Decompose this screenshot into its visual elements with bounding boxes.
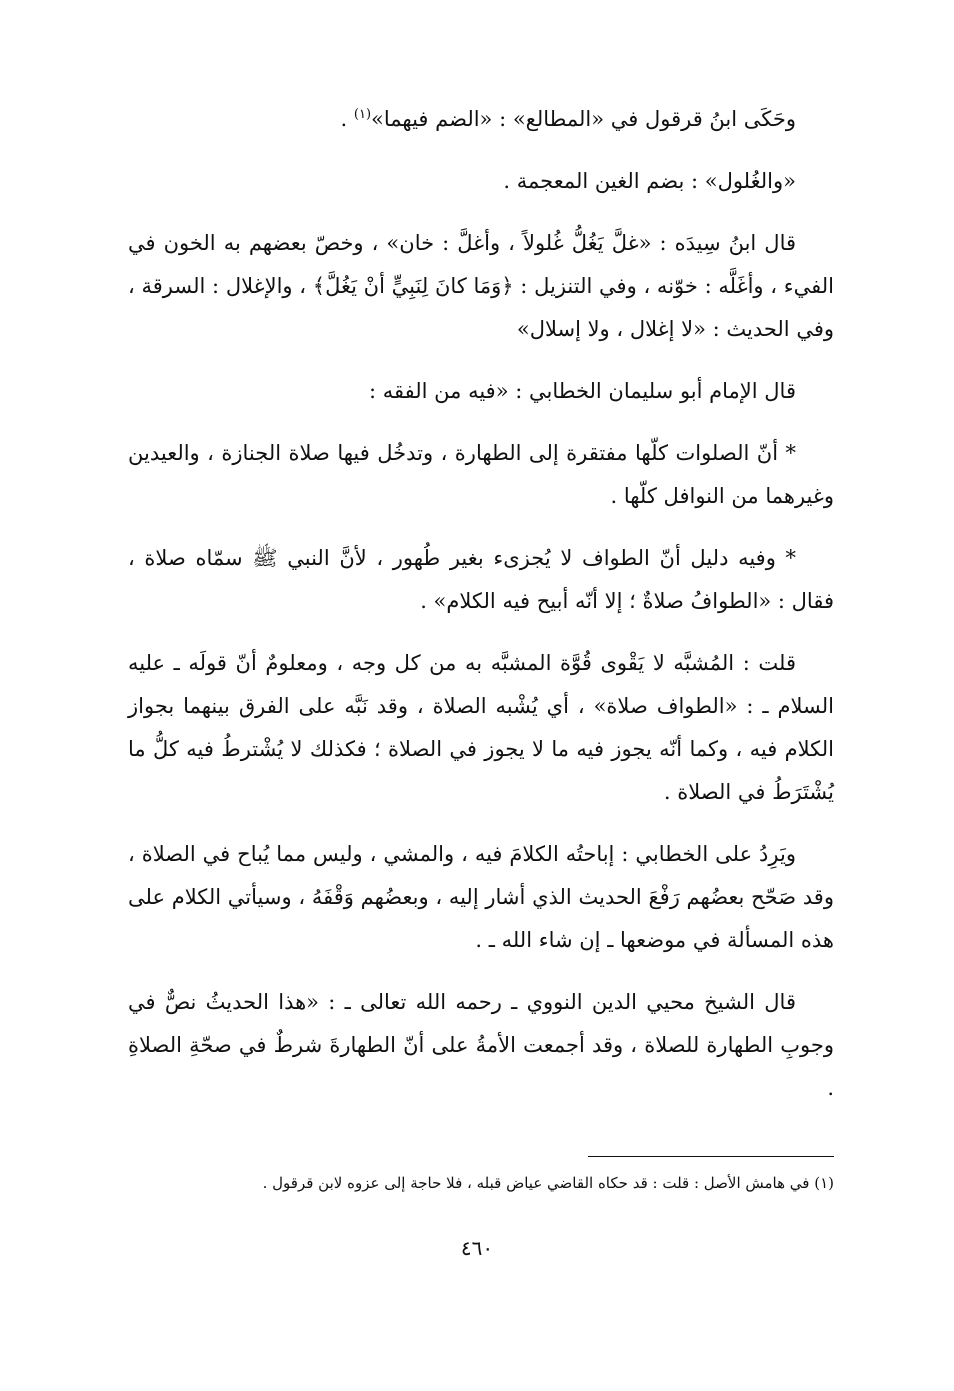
paragraph-8: ويَرِدُ على الخطابي : إباحتُه الكلامَ فيه ، والمشي ، وليس مما يُباح في الصلاة ، وقد صَحّح بعضُهم رَفْعَ الحديث الذي أشار إليه ، وبعضُهم وَقْفَهُ ، وسيأتي الكلام على هذه المسألة في موضعها ـ إن شاء الله ـ . [128, 842, 834, 952]
paragraph-1-text: وحَكَى ابنُ قرقول في «المطالع» : «الضم فيهما» [371, 107, 796, 131]
paragraph-3: قال ابنُ سِيدَه : «غلَّ يَغُلُّ غُلولاً ، وأغلَّ : خان» ، وخصّ بعضهم به الخون في الفيء ، وأغَلَّه : خوّنه ، وفي التنزيل : ﴿وَمَا كانَ لِنَبِيٍّ أنْ يَغُلَّ﴾ ، والإغلال : السرقة ، وفي الحديث : «لا إغلال ، ولا إسلال» [128, 231, 834, 341]
paragraph-1-tail: . [340, 107, 354, 131]
page-number: ٤٦٠ [460, 1236, 494, 1260]
paragraph-4: قال الإمام أبو سليمان الخطابي : «فيه من الفقه : [369, 379, 796, 403]
footnote: (١) في هامش الأصل : قلت : قد حكاه القاضي عياض قبله ، فلا حاجة إلى عزوه لابن قرقول . [262, 1174, 834, 1192]
footnote-marker: (١) [353, 107, 372, 122]
paragraph-9: قال الشيخ محيي الدين النووي ـ رحمه الله تعالى ـ : «هذا الحديثُ نصٌّ في وجوبِ الطهارة للصلاة ، وقد أجمعت الأمةُ على أنّ الطهارةَ شرطٌ في صحّةِ الصلاةِ . [128, 990, 834, 1100]
paragraph-7: قلت : المُشبَّه لا يَقْوى قُوَّة المشبَّه به من كل وجه ، ومعلومٌ أنّ قولَه ـ عليه السلام ـ : «الطواف صلاة» ، أي يُشْبه الصلاة ، وقد نَبَّه على الفرق بينهما بجواز الكلام فيه ، وكما أنّه يجوز فيه ما لا يجوز في الصلاة ؛ فكذلك لا يُشْترطُ فيه كلُّ ما يُشْتَرَطُ في الصلاة . [128, 651, 834, 804]
paragraph-6: * وفيه دليل أنّ الطواف لا يُجزىء بغير طُهور ، لأنَّ النبي ﷺ سمّاه صلاة ، فقال : «الطوافُ صلاةٌ ؛ إلا أنّه أبيح فيه الكلام» . [128, 546, 834, 613]
paragraph-2: «والغُلول» : بضم الغين المعجمة . [503, 169, 796, 193]
main-text [128, 98, 834, 1129]
footnote-divider [588, 1156, 834, 1157]
paragraph-5: * أنّ الصلوات كلّها مفتقرة إلى الطهارة ، وتدخُل فيها صلاة الجنازة ، والعيدين وغيرهما من النوافل كلّها . [128, 441, 834, 508]
paragraph-1 [128, 98, 834, 141]
